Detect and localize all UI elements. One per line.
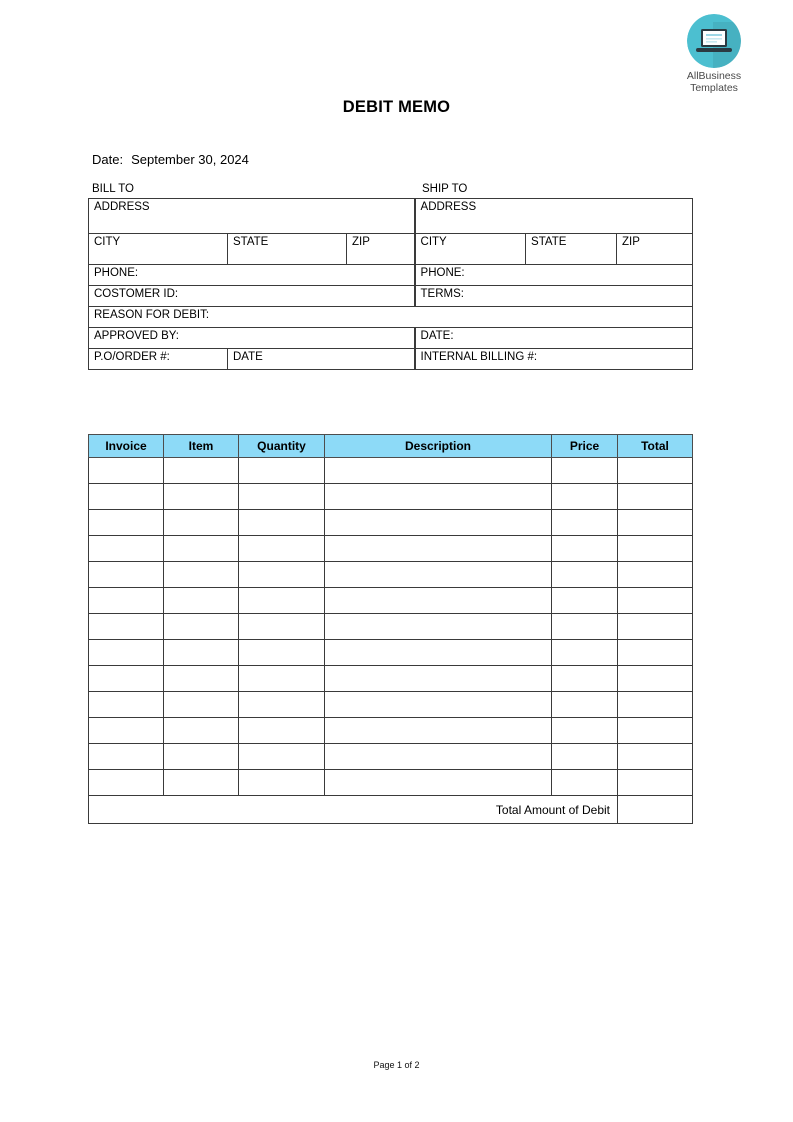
line-item-cell[interactable] (239, 666, 325, 692)
line-item-cell[interactable] (325, 692, 552, 718)
line-item-cell[interactable] (325, 770, 552, 796)
line-item-cell[interactable] (618, 510, 693, 536)
column-header-total: Total (618, 435, 693, 458)
line-item-cell[interactable] (552, 562, 618, 588)
line-item-cell[interactable] (618, 718, 693, 744)
ship-zip-cell[interactable]: ZIP (617, 234, 693, 265)
line-item-cell[interactable] (164, 562, 239, 588)
line-item-cell[interactable] (552, 484, 618, 510)
total-amount-value[interactable] (618, 796, 693, 824)
line-item-cell[interactable] (239, 510, 325, 536)
ship-state-cell[interactable]: STATE (526, 234, 617, 265)
line-item-cell[interactable] (239, 640, 325, 666)
bill-city-cell[interactable]: CITY (89, 234, 228, 265)
line-item-cell[interactable] (325, 666, 552, 692)
line-item-cell[interactable] (164, 510, 239, 536)
line-item-cell[interactable] (618, 588, 693, 614)
line-item-cell[interactable] (618, 640, 693, 666)
ship-city-cell[interactable]: CITY (415, 234, 526, 265)
document-date (92, 152, 249, 167)
line-item-cell[interactable] (552, 666, 618, 692)
column-header-item: Item (164, 435, 239, 458)
line-item-cell[interactable] (239, 484, 325, 510)
line-item-cell[interactable] (618, 536, 693, 562)
line-item-cell[interactable] (239, 588, 325, 614)
table-row (89, 770, 693, 796)
page-title: DEBIT MEMO (342, 98, 451, 116)
table-row (89, 328, 693, 349)
brand-name (676, 70, 752, 94)
line-item-cell[interactable] (164, 718, 239, 744)
party-info-table (88, 198, 693, 370)
line-item-cell[interactable] (89, 614, 164, 640)
table-row (89, 199, 693, 234)
bill-zip-cell[interactable]: ZIP (347, 234, 415, 265)
bill-address-cell[interactable]: ADDRESS (89, 199, 415, 234)
line-item-cell[interactable] (325, 458, 552, 484)
line-item-cell[interactable] (239, 614, 325, 640)
po-date-cell[interactable]: DATE (228, 349, 415, 370)
column-header-price: Price (552, 435, 618, 458)
po-order-cell[interactable]: P.O/ORDER #: (89, 349, 228, 370)
line-item-cell[interactable] (89, 692, 164, 718)
table-row (89, 666, 693, 692)
party-captions (92, 183, 692, 197)
line-item-cell[interactable] (164, 666, 239, 692)
line-item-cell[interactable] (239, 458, 325, 484)
table-row (89, 458, 693, 484)
table-row (89, 718, 693, 744)
line-item-cell[interactable] (552, 770, 618, 796)
line-item-cell[interactable] (618, 562, 693, 588)
table-row (89, 307, 693, 328)
table-row (89, 614, 693, 640)
laptop-icon (687, 14, 741, 68)
line-item-cell[interactable] (164, 588, 239, 614)
table-row (89, 234, 693, 265)
bill-state-cell[interactable]: STATE (228, 234, 347, 265)
total-amount-label: Total Amount of Debit (89, 796, 618, 824)
line-item-cell[interactable] (89, 744, 164, 770)
reason-for-debit-cell[interactable]: REASON FOR DEBIT: (89, 307, 693, 328)
ship-address-cell[interactable]: ADDRESS (415, 199, 693, 234)
line-item-cell[interactable] (89, 510, 164, 536)
line-items-table (88, 434, 693, 824)
line-item-cell[interactable] (164, 614, 239, 640)
line-item-cell[interactable] (325, 640, 552, 666)
items-total-row (89, 796, 693, 824)
line-item-cell[interactable] (552, 458, 618, 484)
line-item-cell[interactable] (618, 770, 693, 796)
laptop-glyph (687, 14, 741, 68)
line-item-cell[interactable] (552, 588, 618, 614)
line-item-cell[interactable] (89, 588, 164, 614)
line-item-cell[interactable] (618, 666, 693, 692)
line-item-cell[interactable] (618, 458, 693, 484)
table-row (89, 744, 693, 770)
line-item-cell[interactable] (618, 484, 693, 510)
line-item-cell[interactable] (552, 692, 618, 718)
ship-phone-cell[interactable]: PHONE: (415, 265, 693, 286)
table-row (89, 640, 693, 666)
line-item-cell[interactable] (164, 692, 239, 718)
line-item-cell[interactable] (239, 770, 325, 796)
table-row (89, 562, 693, 588)
line-item-cell[interactable] (164, 484, 239, 510)
line-item-cell[interactable] (164, 640, 239, 666)
line-item-cell[interactable] (325, 718, 552, 744)
line-item-cell[interactable] (325, 588, 552, 614)
line-item-cell[interactable] (618, 744, 693, 770)
brand-logo (676, 14, 752, 94)
table-row (89, 536, 693, 562)
line-item-cell[interactable] (89, 718, 164, 744)
line-item-cell[interactable] (239, 562, 325, 588)
line-item-cell[interactable] (618, 692, 693, 718)
line-item-cell[interactable] (239, 536, 325, 562)
line-item-cell[interactable] (164, 458, 239, 484)
brand-name-line1: AllBusiness (686, 70, 742, 82)
table-row (89, 484, 693, 510)
approved-by-cell[interactable]: APPROVED BY: (89, 328, 415, 349)
terms-cell[interactable]: TERMS: (415, 286, 693, 307)
page-footer: Page 1 of 2 (373, 1060, 420, 1070)
line-item-cell[interactable] (89, 458, 164, 484)
table-row (89, 349, 693, 370)
line-item-cell[interactable] (325, 510, 552, 536)
table-row (89, 692, 693, 718)
line-item-cell[interactable] (552, 614, 618, 640)
line-item-cell[interactable] (89, 562, 164, 588)
table-row (89, 286, 693, 307)
line-item-cell[interactable] (325, 536, 552, 562)
column-header-description: Description (325, 435, 552, 458)
line-item-cell[interactable] (325, 744, 552, 770)
table-row (89, 588, 693, 614)
table-row (89, 510, 693, 536)
line-item-cell[interactable] (164, 744, 239, 770)
date-value: September 30, 2024 (131, 152, 249, 167)
customer-id-cell[interactable]: COSTOMER ID: (89, 286, 415, 307)
line-item-cell[interactable] (618, 614, 693, 640)
line-item-cell[interactable] (164, 536, 239, 562)
table-row (89, 265, 693, 286)
line-item-cell[interactable] (89, 640, 164, 666)
ship-to-caption: SHIP TO (422, 183, 468, 195)
brand-name-line2: Templates (690, 82, 738, 94)
line-item-cell[interactable] (325, 614, 552, 640)
column-header-quantity: Quantity (239, 435, 325, 458)
line-item-cell[interactable] (89, 536, 164, 562)
bill-to-caption: BILL TO (92, 183, 134, 195)
date-label: Date: (92, 152, 124, 167)
line-item-cell[interactable] (552, 744, 618, 770)
line-item-cell[interactable] (89, 666, 164, 692)
bill-phone-cell[interactable]: PHONE: (89, 265, 415, 286)
items-header-row (89, 435, 693, 458)
line-item-cell[interactable] (552, 640, 618, 666)
line-item-cell[interactable] (552, 718, 618, 744)
line-item-cell[interactable] (552, 510, 618, 536)
approved-date-cell[interactable]: DATE: (415, 328, 693, 349)
line-item-cell[interactable] (325, 484, 552, 510)
line-item-cell[interactable] (89, 484, 164, 510)
column-header-invoice: Invoice (89, 435, 164, 458)
line-item-cell[interactable] (239, 744, 325, 770)
line-item-cell[interactable] (239, 692, 325, 718)
line-item-cell[interactable] (239, 718, 325, 744)
line-item-cell[interactable] (89, 770, 164, 796)
line-item-cell[interactable] (164, 770, 239, 796)
line-item-cell[interactable] (325, 562, 552, 588)
items-body (89, 458, 693, 796)
internal-billing-cell[interactable]: INTERNAL BILLING #: (415, 349, 693, 370)
line-item-cell[interactable] (552, 536, 618, 562)
